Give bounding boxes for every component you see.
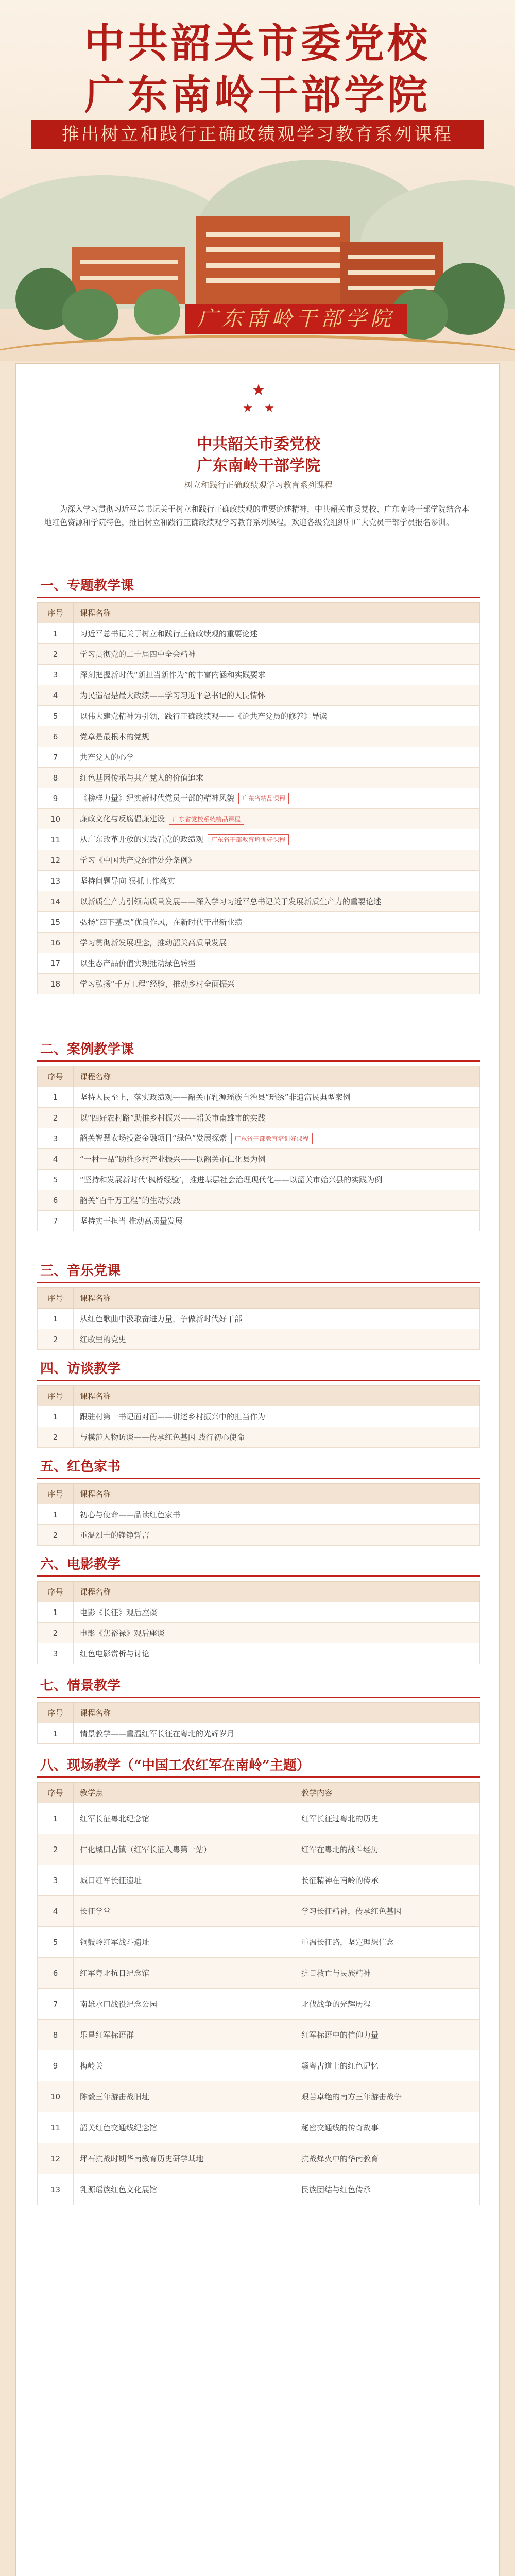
card-subtitle: 树立和践行正确政绩观学习教育系列课程 bbox=[184, 480, 333, 490]
course-table bbox=[37, 1287, 480, 1350]
table-row bbox=[38, 1504, 480, 1525]
section-scenario bbox=[37, 1675, 480, 1744]
row-num: 13 bbox=[38, 871, 74, 891]
table-row bbox=[38, 1211, 480, 1231]
table-row bbox=[38, 1406, 480, 1427]
course-name: 学习《中国共产党纪律处分条例》 bbox=[80, 856, 196, 865]
table-row bbox=[38, 1525, 480, 1546]
course-name: 坚持人民至上，落实政绩观——韶关市乳源瑶族自治县“瑶绣”非遗富民典型案例 bbox=[80, 1093, 351, 1102]
course-name: “坚持和发展新时代‘枫桥经验’，推进基层社会治理现代化——以韶关市始兴县的实践为例 bbox=[80, 1175, 383, 1184]
course-table bbox=[37, 602, 480, 994]
decorative-wave bbox=[0, 335, 515, 361]
row-num: 14 bbox=[38, 891, 74, 912]
course-name: 红色电影赏析与讨论 bbox=[80, 1649, 150, 1658]
col-num-header: 序号 bbox=[38, 1783, 74, 1803]
table-row bbox=[38, 809, 480, 829]
course-name: 为民造福是最大政绩——学习习近平总书记的人民情怀 bbox=[80, 691, 266, 700]
row-num: 12 bbox=[38, 2143, 74, 2174]
course-card bbox=[15, 363, 500, 2576]
intro-paragraph: 为深入学习贯彻习近平总书记关于树立和践行正确政绩观的重要论述精神，中共韶关市委党校、广东南岭干部学院结合本地红色资源和学院特色，推出树立和践行正确政绩观学习教育系列课程，欢迎各级党组织和广大党员干部学员报名参训。 bbox=[44, 504, 470, 527]
teaching-content: 长征精神在南岭的传承 bbox=[295, 1865, 480, 1896]
table-row bbox=[38, 768, 480, 788]
course-table bbox=[37, 1066, 480, 1231]
table-row bbox=[38, 1602, 480, 1623]
card-title-line1: 中共韶关市委党校 bbox=[197, 435, 320, 453]
course-table bbox=[37, 1385, 480, 1448]
table-row bbox=[38, 2143, 480, 2174]
course-name-cell bbox=[74, 1211, 480, 1231]
row-num: 3 bbox=[38, 1128, 74, 1149]
course-table bbox=[37, 1702, 480, 1744]
course-name: 党章是最根本的党规 bbox=[80, 732, 150, 741]
course-name: 以伟大建党精神为引领，践行正确政绩观——《论共产党员的修养》导读 bbox=[80, 711, 328, 721]
table-row bbox=[38, 2020, 480, 2050]
course-name-cell bbox=[74, 1723, 480, 1744]
teaching-content: 学习长征精神，传承红色基因 bbox=[295, 1896, 480, 1927]
table-row bbox=[38, 665, 480, 685]
table-row bbox=[38, 1989, 480, 2020]
teaching-place: 铜鼓岭红军战斗遗址 bbox=[74, 1927, 295, 1958]
teaching-place: 南雄水口战役纪念公园 bbox=[74, 1989, 295, 2020]
course-name: 情景教学——重温红军长征在粤北的光辉岁月 bbox=[80, 1729, 235, 1738]
table-row bbox=[38, 1149, 480, 1170]
row-num: 2 bbox=[38, 1108, 74, 1128]
course-name-cell bbox=[74, 953, 480, 974]
table-row bbox=[38, 1309, 480, 1329]
course-name-cell bbox=[74, 1149, 480, 1170]
course-name: 初心与使命——品读红色家书 bbox=[80, 1510, 181, 1519]
teaching-place: 陈毅三年游击战旧址 bbox=[74, 2081, 295, 2112]
course-name-cell bbox=[74, 1525, 480, 1546]
award-badge: 广东省精品课程 bbox=[238, 793, 289, 804]
course-name-cell bbox=[74, 829, 480, 850]
row-num: 10 bbox=[38, 809, 74, 829]
section-title: 六、电影教学 bbox=[37, 1554, 480, 1577]
col-place-header: 教学点 bbox=[74, 1783, 295, 1803]
row-num: 8 bbox=[38, 768, 74, 788]
course-name: 习近平总书记关于树立和践行正确政绩观的重要论述 bbox=[80, 629, 258, 638]
star-icon bbox=[243, 403, 252, 413]
table-row bbox=[38, 2112, 480, 2143]
table-row bbox=[38, 1329, 480, 1350]
teaching-place: 梅岭关 bbox=[74, 2050, 295, 2081]
course-name-cell bbox=[74, 726, 480, 747]
col-name-header: 课程名称 bbox=[74, 1066, 480, 1087]
course-name-cell bbox=[74, 1170, 480, 1190]
table-header bbox=[38, 1783, 480, 1803]
course-name-cell bbox=[74, 747, 480, 768]
table-row bbox=[38, 1087, 480, 1108]
row-num: 6 bbox=[38, 1190, 74, 1211]
star-ornament bbox=[16, 380, 501, 431]
course-name-cell bbox=[74, 1128, 480, 1149]
row-num: 8 bbox=[38, 2020, 74, 2050]
row-num: 2 bbox=[38, 1525, 74, 1546]
table-row bbox=[38, 1170, 480, 1190]
course-name-cell bbox=[74, 933, 480, 953]
table-header bbox=[38, 603, 480, 623]
course-name-cell bbox=[74, 644, 480, 665]
table-row bbox=[38, 1834, 480, 1865]
table-row bbox=[38, 788, 480, 809]
row-num: 10 bbox=[38, 2081, 74, 2112]
table-row bbox=[38, 2050, 480, 2081]
course-name: 红歌里的党史 bbox=[80, 1335, 127, 1344]
course-name-cell bbox=[74, 850, 480, 871]
col-num-header: 序号 bbox=[38, 1582, 74, 1602]
section-title: 三、音乐党课 bbox=[37, 1261, 480, 1283]
table-header bbox=[38, 1484, 480, 1504]
table-row bbox=[38, 2174, 480, 2205]
row-num: 1 bbox=[38, 1602, 74, 1623]
table-row bbox=[38, 1865, 480, 1896]
course-name-cell bbox=[74, 623, 480, 644]
teaching-content: 民族团结与红色传承 bbox=[295, 2174, 480, 2205]
row-num: 16 bbox=[38, 933, 74, 953]
row-num: 4 bbox=[38, 1149, 74, 1170]
col-name-header: 课程名称 bbox=[74, 1484, 480, 1504]
header-subtitle: 推出树立和践行正确政绩观学习教育系列课程 bbox=[31, 120, 484, 149]
row-num: 3 bbox=[38, 1865, 74, 1896]
course-name-cell bbox=[74, 1087, 480, 1108]
section-music-class bbox=[37, 1261, 480, 1350]
teaching-place: 长征学堂 bbox=[74, 1896, 295, 1927]
course-name-cell bbox=[74, 665, 480, 685]
table-row bbox=[38, 644, 480, 665]
row-num: 6 bbox=[38, 726, 74, 747]
table-row bbox=[38, 685, 480, 706]
section-title: 二、案例教学课 bbox=[37, 1039, 480, 1062]
row-num: 11 bbox=[38, 2112, 74, 2143]
table-row bbox=[38, 850, 480, 871]
course-name: 坚持实干担当 推动高质量发展 bbox=[80, 1216, 183, 1226]
col-num-header: 序号 bbox=[38, 603, 74, 623]
row-num: 1 bbox=[38, 1803, 74, 1834]
row-num: 7 bbox=[38, 1211, 74, 1231]
course-name: 《榜样力量》纪实新时代党员干部的精神风貌 bbox=[80, 793, 235, 803]
table-row bbox=[38, 1958, 480, 1989]
course-name-cell bbox=[74, 1504, 480, 1525]
campus-gate-wall: 广东南岭干部学院 bbox=[185, 304, 407, 334]
award-badge: 广东省干部教育培训好课程 bbox=[231, 1133, 313, 1144]
section-field-red-army bbox=[37, 1755, 480, 2205]
teaching-content: 重温长征路，坚定理想信念 bbox=[295, 1927, 480, 1958]
course-table bbox=[37, 1581, 480, 1664]
row-num: 5 bbox=[38, 1170, 74, 1190]
col-name-header: 课程名称 bbox=[74, 1288, 480, 1309]
row-num: 4 bbox=[38, 1896, 74, 1927]
row-num: 2 bbox=[38, 644, 74, 665]
award-badge: 广东省干部教育培训好课程 bbox=[208, 834, 289, 845]
table-row bbox=[38, 829, 480, 850]
teaching-place: 坪石抗战时期华南教育历史研学基地 bbox=[74, 2143, 295, 2174]
col-name-header: 课程名称 bbox=[74, 1386, 480, 1406]
row-num: 1 bbox=[38, 1309, 74, 1329]
table-row bbox=[38, 871, 480, 891]
course-name-cell bbox=[74, 1427, 480, 1448]
row-num: 11 bbox=[38, 829, 74, 850]
award-badge: 广东省党校系统精品课程 bbox=[169, 814, 244, 825]
col-name-header: 课程名称 bbox=[74, 603, 480, 623]
course-name-cell bbox=[74, 706, 480, 726]
row-num: 6 bbox=[38, 1958, 74, 1989]
star-icon bbox=[252, 384, 265, 396]
course-name-cell bbox=[74, 1309, 480, 1329]
table-row bbox=[38, 1803, 480, 1834]
card-title-line2: 广东南岭干部学院 bbox=[197, 457, 320, 475]
row-num: 1 bbox=[38, 1504, 74, 1525]
teaching-content: 红军标语中的信仰力量 bbox=[295, 2020, 480, 2050]
teaching-content: 北伐战争的光辉历程 bbox=[295, 1989, 480, 2020]
row-num: 2 bbox=[38, 1834, 74, 1865]
table-row bbox=[38, 1927, 480, 1958]
teaching-place: 城口红军长征遗址 bbox=[74, 1865, 295, 1896]
course-name: 学习贯彻党的二十届四中全会精神 bbox=[80, 650, 196, 659]
course-table bbox=[37, 1483, 480, 1546]
teaching-content: 红军在粤北的战斗经历 bbox=[295, 1834, 480, 1865]
teaching-content: 抗日救亡与民族精神 bbox=[295, 1958, 480, 1989]
row-num: 3 bbox=[38, 665, 74, 685]
teaching-place: 乳源瑶族红色文化展馆 bbox=[74, 2174, 295, 2205]
course-name: 从广东改革开放的实践看党的政绩观 bbox=[80, 835, 204, 844]
course-name: 与模范人物访谈——传承红色基因 践行初心使命 bbox=[80, 1433, 245, 1442]
row-num: 2 bbox=[38, 1623, 74, 1643]
course-name: 廉政文化与反腐倡廉建设 bbox=[80, 814, 165, 823]
course-name-cell bbox=[74, 912, 480, 933]
row-num: 13 bbox=[38, 2174, 74, 2205]
course-name: 重温烈士的铮铮誓言 bbox=[80, 1531, 150, 1540]
table-header bbox=[38, 1582, 480, 1602]
teaching-content: 赣粤古道上的红色记忆 bbox=[295, 2050, 480, 2081]
section-title: 四、访谈教学 bbox=[37, 1359, 480, 1381]
section-title: 八、现场教学（“中国工农红军在南岭”主题） bbox=[37, 1755, 480, 1778]
star-icon bbox=[265, 403, 274, 413]
course-name: 深刻把握新时代“新担当新作为”的丰富内涵和实践要求 bbox=[80, 670, 266, 680]
course-name: 红色基因传承与共产党人的价值追求 bbox=[80, 773, 204, 783]
section-title: 五、红色家书 bbox=[37, 1456, 480, 1479]
row-num: 5 bbox=[38, 1927, 74, 1958]
teaching-content: 红军长征过粤北的历史 bbox=[295, 1803, 480, 1834]
row-num: 1 bbox=[38, 623, 74, 644]
course-name: 跟驻村第一书记面对面——讲述乡村振兴中的担当作为 bbox=[80, 1412, 266, 1421]
table-row bbox=[38, 1427, 480, 1448]
teaching-place: 红军长征粤北纪念馆 bbox=[74, 1803, 295, 1834]
col-name-header: 课程名称 bbox=[74, 1703, 480, 1723]
row-num: 3 bbox=[38, 1643, 74, 1664]
course-name: 学习弘扬“千万工程”经验，推动乡村全面振兴 bbox=[80, 979, 235, 989]
row-num: 5 bbox=[38, 706, 74, 726]
teaching-place: 仁化城口古镇（红军长征入粤第一站） bbox=[74, 1834, 295, 1865]
course-name: 电影《长征》观后座谈 bbox=[80, 1608, 158, 1617]
course-name: 共产党人的心学 bbox=[80, 753, 134, 762]
course-name-cell bbox=[74, 809, 480, 829]
course-name: 坚持问题导向 狠抓工作落实 bbox=[80, 876, 175, 886]
teaching-place: 红军粤北抗日纪念馆 bbox=[74, 1958, 295, 1989]
col-num-header: 序号 bbox=[38, 1386, 74, 1406]
field-table bbox=[37, 1782, 480, 2205]
row-num: 1 bbox=[38, 1406, 74, 1427]
table-row bbox=[38, 953, 480, 974]
table-row bbox=[38, 912, 480, 933]
teaching-content: 秘密交通线的传奇故事 bbox=[295, 2112, 480, 2143]
table-row bbox=[38, 1108, 480, 1128]
course-name: 以新质生产力引领高质量发展——深入学习习近平总书记关于发展新质生产力的重要论述 bbox=[80, 897, 382, 906]
course-name-cell bbox=[74, 768, 480, 788]
teaching-content: 抗战烽火中的华南教育 bbox=[295, 2143, 480, 2174]
table-row bbox=[38, 933, 480, 953]
table-row bbox=[38, 1190, 480, 1211]
col-content-header: 教学内容 bbox=[295, 1783, 480, 1803]
table-row bbox=[38, 1128, 480, 1149]
course-name-cell bbox=[74, 1623, 480, 1643]
section-case-study bbox=[37, 1039, 480, 1231]
table-row bbox=[38, 891, 480, 912]
course-name-cell bbox=[74, 1190, 480, 1211]
section-film bbox=[37, 1554, 480, 1664]
table-row bbox=[38, 623, 480, 644]
course-name: “一村一品”助推乡村产业振兴——以韶关市仁化县为例 bbox=[80, 1155, 266, 1164]
table-row bbox=[38, 726, 480, 747]
course-name-cell bbox=[74, 1643, 480, 1664]
header-title-line1: 中共韶关市委党校 bbox=[84, 20, 431, 67]
section-title: 七、情景教学 bbox=[37, 1675, 480, 1698]
col-num-header: 序号 bbox=[38, 1288, 74, 1309]
row-num: 12 bbox=[38, 850, 74, 871]
table-row bbox=[38, 747, 480, 768]
row-num: 7 bbox=[38, 747, 74, 768]
table-header bbox=[38, 1288, 480, 1309]
course-name: 弘扬“四下基层”优良作风，在新时代干出新业绩 bbox=[80, 918, 243, 927]
header-banner bbox=[0, 0, 515, 361]
table-row bbox=[38, 1643, 480, 1664]
course-name-cell bbox=[74, 1329, 480, 1350]
table-row bbox=[38, 706, 480, 726]
course-name: 学习贯彻新发展理念，推动韶关高质量发展 bbox=[80, 938, 227, 947]
section-title: 一、专题教学课 bbox=[37, 575, 480, 598]
course-name: 以“四好农村路”助推乡村振兴——韶关市南雄市的实践 bbox=[80, 1113, 266, 1123]
course-name: 从红色歌曲中汲取奋进力量，争做新时代好干部 bbox=[80, 1314, 243, 1324]
row-num: 18 bbox=[38, 974, 74, 994]
col-num-header: 序号 bbox=[38, 1484, 74, 1504]
teaching-place: 乐昌红军标语群 bbox=[74, 2020, 295, 2050]
course-name-cell bbox=[74, 871, 480, 891]
course-name: 电影《焦裕禄》观后座谈 bbox=[80, 1629, 165, 1638]
table-row bbox=[38, 2081, 480, 2112]
section-red-letters bbox=[37, 1456, 480, 1546]
row-num: 15 bbox=[38, 912, 74, 933]
col-num-header: 序号 bbox=[38, 1703, 74, 1723]
table-header bbox=[38, 1703, 480, 1723]
teaching-place: 韶关红色交通线纪念馆 bbox=[74, 2112, 295, 2143]
col-num-header: 序号 bbox=[38, 1066, 74, 1087]
course-name-cell bbox=[74, 1108, 480, 1128]
course-name: 韶关“百千万工程”的生动实践 bbox=[80, 1196, 181, 1205]
course-name: 韶关智慧农场投资金融项目“绿色”发展探索 bbox=[80, 1133, 227, 1143]
teaching-content: 艰苦卓绝的南方三年游击战争 bbox=[295, 2081, 480, 2112]
row-num: 2 bbox=[38, 1427, 74, 1448]
header-title-line2: 广东南岭干部学院 bbox=[84, 72, 431, 118]
row-num: 9 bbox=[38, 788, 74, 809]
course-name-cell bbox=[74, 974, 480, 994]
row-num: 7 bbox=[38, 1989, 74, 2020]
row-num: 1 bbox=[38, 1723, 74, 1744]
course-name-cell bbox=[74, 685, 480, 706]
course-name-cell bbox=[74, 1406, 480, 1427]
table-row bbox=[38, 974, 480, 994]
course-name: 以生态产品价值实现推动绿色转型 bbox=[80, 959, 196, 968]
col-name-header: 课程名称 bbox=[74, 1582, 480, 1602]
row-num: 9 bbox=[38, 2050, 74, 2081]
table-header bbox=[38, 1386, 480, 1406]
row-num: 4 bbox=[38, 685, 74, 706]
table-header bbox=[38, 1066, 480, 1087]
table-row bbox=[38, 1723, 480, 1744]
row-num: 2 bbox=[38, 1329, 74, 1350]
section-special-topics bbox=[37, 575, 480, 994]
course-name-cell bbox=[74, 788, 480, 809]
table-row bbox=[38, 1623, 480, 1643]
course-name-cell bbox=[74, 891, 480, 912]
table-row bbox=[38, 1896, 480, 1927]
row-num: 17 bbox=[38, 953, 74, 974]
section-interview bbox=[37, 1359, 480, 1448]
course-name-cell bbox=[74, 1602, 480, 1623]
row-num: 1 bbox=[38, 1087, 74, 1108]
